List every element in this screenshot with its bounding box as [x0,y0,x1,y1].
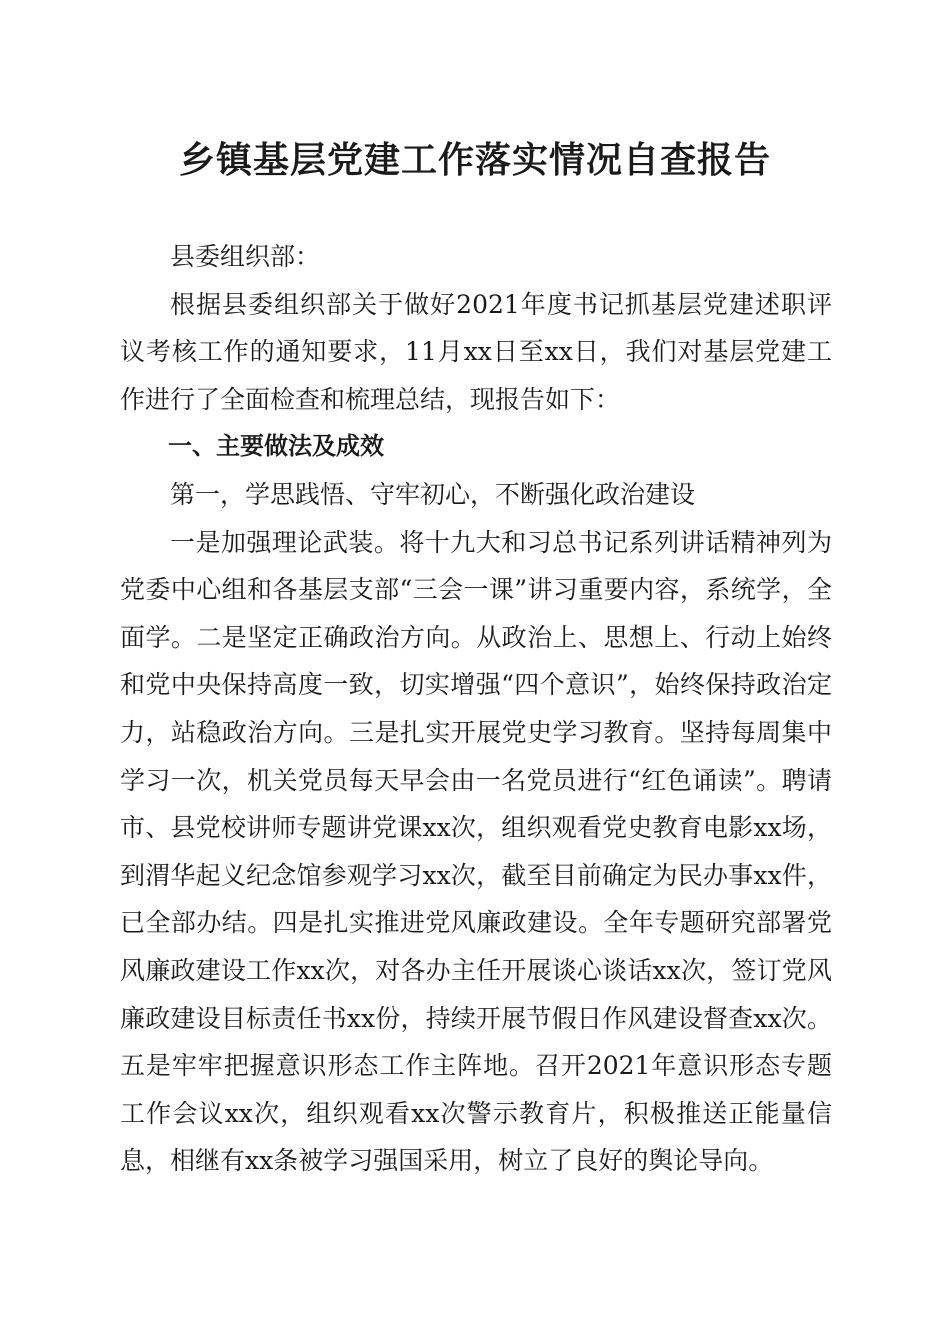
paragraph-body: 将十九大和习总书记系列讲话精神列为党委中心组和各基层支部“三会一课”讲习重要内容，系统学，全面学。二是坚定正确政治方向。从政治上、思想上、行动上始终和党中央保持高度一致，切实增强“四个意识”，始终保持政治定力，站稳政治方向。三是扎实开展党史学习教育。坚持每周集中学习一次，机关党员每天早会由一名党员进行“红色诵读”。聘请市、县党校讲师专题讲党课xx次，组织观看党史教育电影xx场，到渭华起义纪念馆参观学习xx次，截至目前确定为民办事xx件，已全部办结。四是扎实推进党风廉政建设。全年专题研究部署党风廉政建设工作xx次，对各办主任开展谈心谈话xx次，签订党风廉政建设目标责任书xx份，持续开展节假日作风建设督查xx次。五是牢牢把握意识形态工作主阵地。召开2021年意识形态专题工作会议xx次，组织观看xx次警示教育片，积极推送正能量信息，相继有xx条被学习强国采用，树立了良好的舆论导向。 [120,527,832,1176]
subsection-heading: 第一，学思践悟、守牢初心，不断强化政治建设 [170,479,696,509]
salutation: 县委组织部： [170,242,321,271]
document-body [120,233,832,1185]
body-paragraph [120,519,832,1185]
section-heading: 一、主要做法及成效 [168,432,384,461]
document-title: 乡镇基层党建工作落实情况自查报告 [178,139,771,181]
paragraph-lead: 一是加强理论武装。 [170,527,400,557]
intro-paragraph: 根据县委组织部关于做好2021年度书记抓基层党建述职评议考核工作的通知要求，11月xx日至xx日，我们对基层党建工作进行了全面检查和梳理总结，现报告如下： [120,289,832,414]
